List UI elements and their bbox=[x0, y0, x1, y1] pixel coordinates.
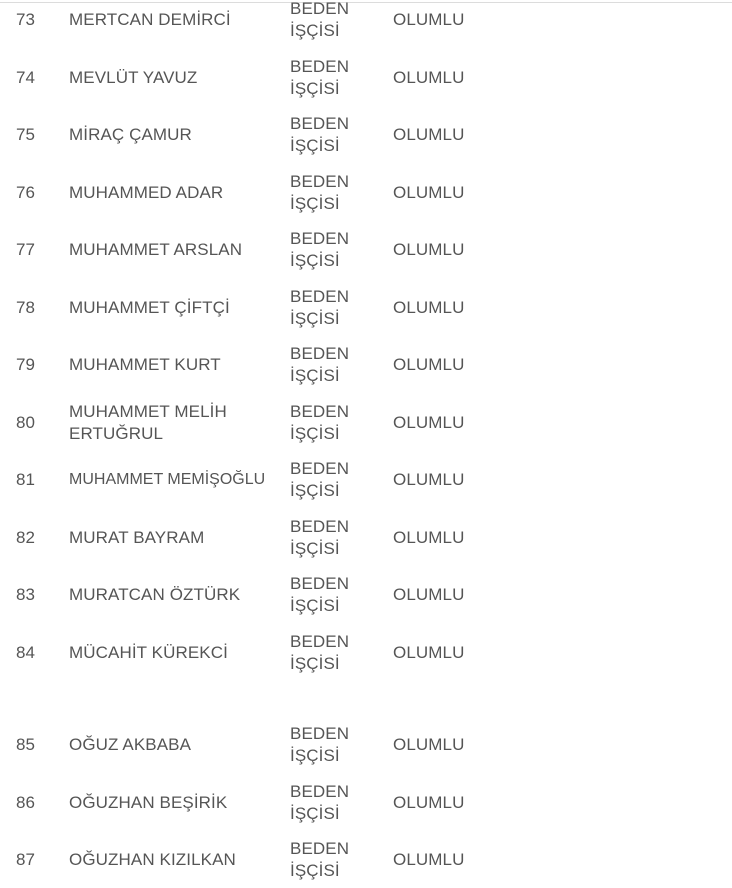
table-row bbox=[0, 717, 732, 773]
row-number: 78 bbox=[16, 298, 36, 317]
table-row bbox=[0, 567, 732, 623]
row-number: 77 bbox=[16, 240, 36, 259]
result-status: OLUMLU bbox=[393, 528, 465, 547]
job-title: BEDEN İŞÇİSİ bbox=[290, 402, 350, 443]
result-status: OLUMLU bbox=[393, 735, 465, 754]
table-row bbox=[0, 510, 732, 566]
row-number: 83 bbox=[16, 585, 36, 604]
result-status: OLUMLU bbox=[393, 240, 465, 259]
row-number: 76 bbox=[16, 183, 36, 202]
table-row bbox=[0, 395, 732, 451]
row-number: 75 bbox=[16, 125, 36, 144]
result-status: OLUMLU bbox=[393, 355, 465, 374]
person-name: MUHAMMED ADAR bbox=[69, 183, 224, 202]
person-name: MERTCAN DEMİRCİ bbox=[69, 10, 231, 29]
table-row bbox=[0, 107, 732, 163]
row-number: 84 bbox=[16, 643, 36, 662]
table-row bbox=[0, 337, 732, 393]
table-row bbox=[0, 625, 732, 681]
person-name: MUHAMMET ÇİFTÇİ bbox=[69, 298, 230, 317]
job-title: BEDEN İŞÇİSİ bbox=[290, 114, 350, 155]
job-title: BEDEN İŞÇİSİ bbox=[290, 574, 350, 615]
person-name: MURAT BAYRAM bbox=[69, 528, 205, 547]
table-row bbox=[0, 50, 732, 106]
row-number: 81 bbox=[16, 470, 36, 489]
person-name: MÜCAHİT KÜREKCİ bbox=[69, 643, 228, 662]
table-row bbox=[0, 452, 732, 508]
job-title: BEDEN İŞÇİSİ bbox=[290, 517, 350, 558]
person-name: MUHAMMET ARSLAN bbox=[69, 240, 243, 259]
result-status: OLUMLU bbox=[393, 850, 465, 869]
result-status: OLUMLU bbox=[393, 793, 465, 812]
job-title: BEDEN İŞÇİSİ bbox=[290, 287, 350, 328]
row-number: 86 bbox=[16, 793, 36, 812]
person-name: MURATCAN ÖZTÜRK bbox=[69, 585, 241, 604]
person-name: OĞUZ AKBABA bbox=[69, 735, 192, 754]
table-row bbox=[0, 280, 732, 336]
person-name: OĞUZHAN BEŞİRİK bbox=[69, 793, 228, 812]
job-title: BEDEN İŞÇİSİ bbox=[290, 229, 350, 270]
result-status: OLUMLU bbox=[393, 183, 465, 202]
job-title: BEDEN İŞÇİSİ bbox=[290, 839, 350, 880]
row-number: 85 bbox=[16, 735, 36, 754]
result-status: OLUMLU bbox=[393, 413, 465, 432]
result-status: OLUMLU bbox=[393, 470, 465, 489]
person-name: OĞUZHAN KIZILKAN bbox=[69, 850, 236, 869]
person-name: MEVLÜT YAVUZ bbox=[69, 68, 198, 87]
result-status: OLUMLU bbox=[393, 125, 465, 144]
result-status: OLUMLU bbox=[393, 10, 465, 29]
job-title: BEDEN İŞÇİSİ bbox=[290, 0, 350, 40]
row-number: 79 bbox=[16, 355, 36, 374]
job-title: BEDEN İŞÇİSİ bbox=[290, 724, 350, 765]
table-row bbox=[0, 165, 732, 221]
row-number: 74 bbox=[16, 68, 36, 87]
job-title: BEDEN İŞÇİSİ bbox=[290, 344, 350, 385]
person-name: MUHAMMET KURT bbox=[69, 355, 221, 374]
job-title: BEDEN İŞÇİSİ bbox=[290, 172, 350, 213]
result-status: OLUMLU bbox=[393, 298, 465, 317]
row-number: 82 bbox=[16, 528, 36, 547]
row-number: 80 bbox=[16, 413, 36, 432]
result-status: OLUMLU bbox=[393, 585, 465, 604]
table-row bbox=[0, 775, 732, 831]
row-number: 73 bbox=[16, 10, 36, 29]
result-status: OLUMLU bbox=[393, 68, 465, 87]
table-row bbox=[0, 222, 732, 278]
job-title: BEDEN İŞÇİSİ bbox=[290, 459, 350, 500]
job-title: BEDEN İŞÇİSİ bbox=[290, 632, 350, 673]
table-row bbox=[0, 832, 732, 888]
person-name: MİRAÇ ÇAMUR bbox=[69, 125, 192, 144]
row-number: 87 bbox=[16, 850, 36, 869]
person-name: MUHAMMET MEMİŞOĞLU bbox=[69, 471, 266, 488]
table-row bbox=[0, 0, 732, 48]
job-title: BEDEN İŞÇİSİ bbox=[290, 57, 350, 98]
job-title: BEDEN İŞÇİSİ bbox=[290, 782, 350, 823]
person-name: MUHAMMET MELİH ERTUĞRUL bbox=[69, 402, 227, 443]
result-status: OLUMLU bbox=[393, 643, 465, 662]
